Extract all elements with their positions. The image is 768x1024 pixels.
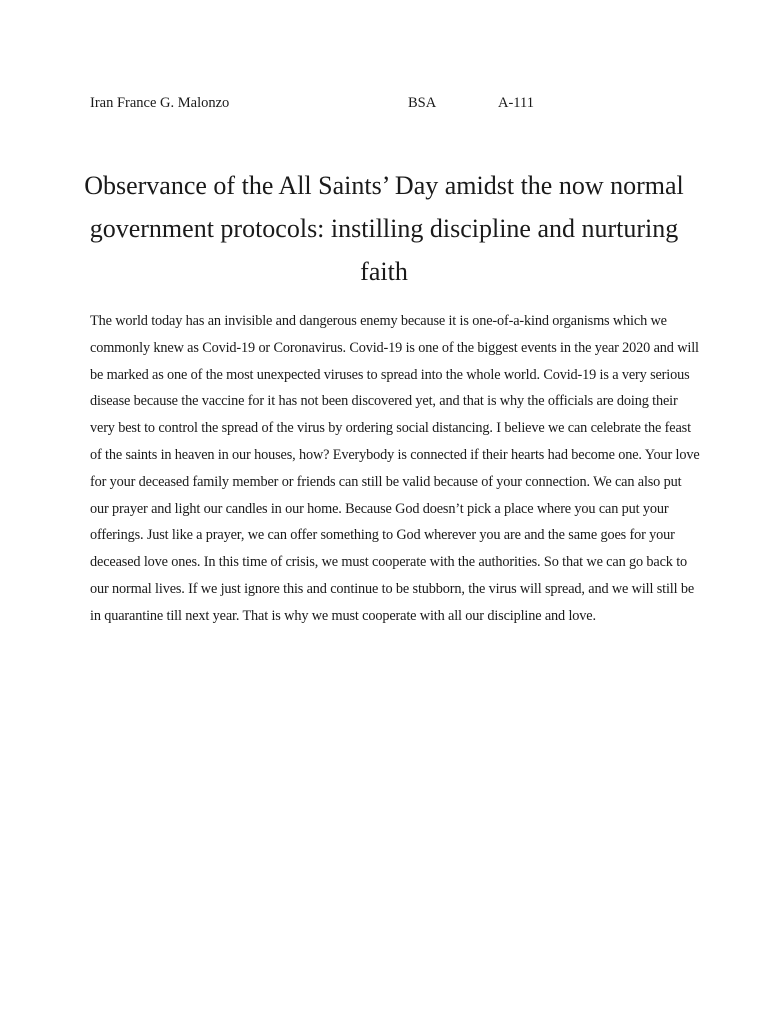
author-name: Iran France G. Malonzo	[90, 95, 230, 111]
essay-body: The world today has an invisible and dangerous enemy because it is one-of-a-kind organisms which we commonly knew as Covid-19 or Coronavirus. Covid-19 is one of the biggest events in the year 2020 and will be marked as one of the most unexpected viruses to spread into the whole world. Covid-19 is a very serious disease because the vaccine for it has not been discovered yet, and that is why the officials are doing their very best to control the spread of the virus by ordering social distancing. I believe we can celebrate the feast of the saints in heaven in our houses, how? Everybody is connected if their hearts had become one. Your love for your deceased family member or friends can still be valid because of your connection. We can also put our prayer and light our candles in our home. Because God doesn’t pick a place where you can put your offerings. Just like a prayer, we can offer something to God wherever you are and the same goes for your deceased love ones. In this time of crisis, we must cooperate with the authorities. So that we can go back to our normal lives. If we just ignore this and continue to be stubborn, the virus will spread, and we will still be in quarantine till next year. That is why we must cooperate with all our discipline and love.	[90, 313, 700, 624]
essay-title: Observance of the All Saints’ Day amidst the now normal government protocols: instilling discipline and nurturing faith	[84, 171, 684, 286]
section-label: A-111	[498, 95, 534, 111]
course-label: BSA	[408, 95, 437, 111]
document-header	[90, 93, 690, 113]
